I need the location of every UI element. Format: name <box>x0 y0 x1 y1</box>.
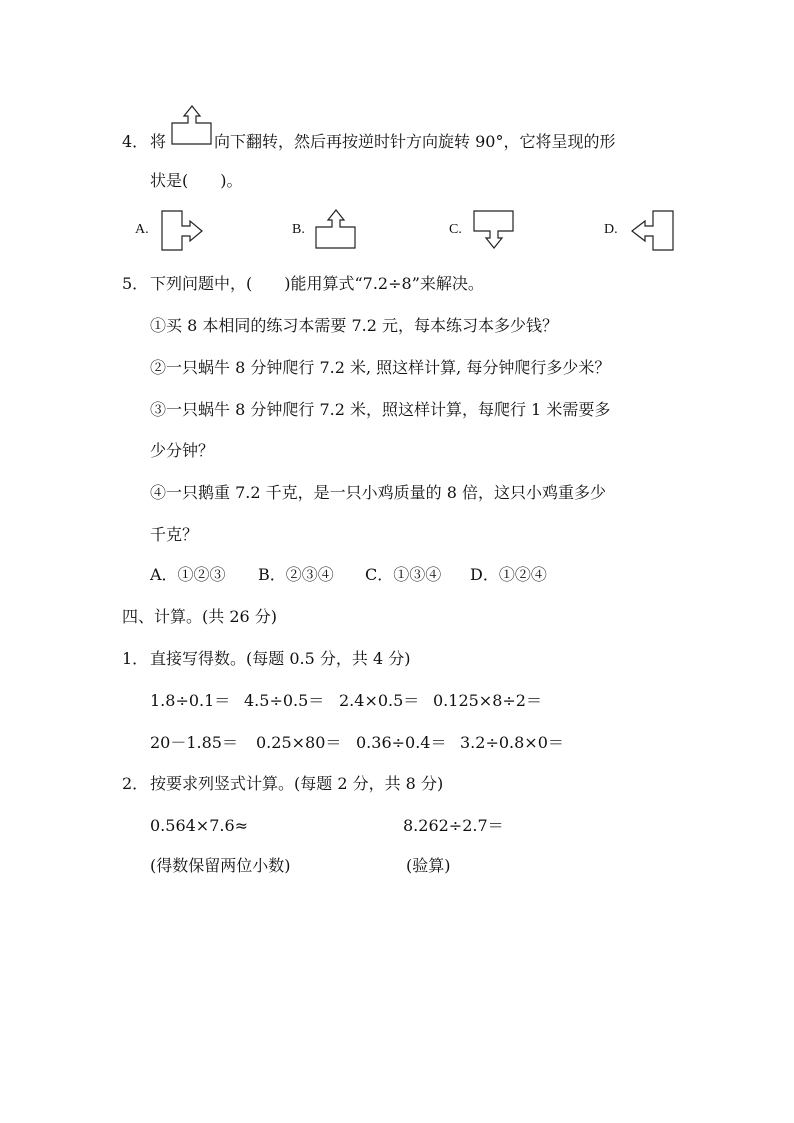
arrow-left-shape-icon[interactable] <box>628 209 678 253</box>
q4-number: 4． <box>122 132 149 151</box>
q5-item-3-cont: 少分钟？ <box>150 441 215 460</box>
calc-3: 2.4×0.5＝ <box>339 691 420 710</box>
q5-item-4-cont: 千克？ <box>150 525 199 544</box>
vertical-calc-right: 8.262÷2.7＝ <box>403 816 504 835</box>
q4-reference-shape <box>170 103 214 147</box>
calc-6: 0.25×80＝ <box>256 733 342 752</box>
calc-8: 3.2÷0.8×0＝ <box>460 733 564 752</box>
arrow-up-shape-icon[interactable] <box>314 207 358 251</box>
q4-text-a: 将 <box>150 132 167 151</box>
arrow-right-shape-icon[interactable] <box>160 209 206 253</box>
q5-number: 5． <box>122 274 149 293</box>
q4-option-b-label: B. <box>292 222 305 237</box>
calc-5: 20－1.85＝ <box>150 733 238 752</box>
q5-choice-c[interactable]: C．①③④ <box>365 565 442 584</box>
q5-choice-a[interactable]: A．①②③ <box>150 565 226 584</box>
q4-text-b: 向下翻转，然后再按逆时针方向旋转 90°，它将呈现的形 <box>214 132 616 151</box>
section-title: 四、计算。(共 26 分) <box>122 607 278 626</box>
q5-item-4: ④一只鹅重 7.2 千克，是一只小鸡质量的 8 倍，这只小鸡重多少 <box>150 483 606 502</box>
calc-4: 0.125×8÷2＝ <box>433 691 542 710</box>
q4-option-a-label: A. <box>135 222 149 237</box>
q4-option-d-label: D. <box>604 222 618 237</box>
s4-q2-text: 按要求列竖式计算。(每题 2 分，共 8 分) <box>150 774 444 793</box>
q4-text-c: 状是( )。 <box>150 171 243 190</box>
s4-q1-number: 1． <box>122 649 149 668</box>
q5-choice-b[interactable]: B．②③④ <box>258 565 334 584</box>
calc-2: 4.5÷0.5＝ <box>244 691 325 710</box>
vertical-calc-left: 0.564×7.6≈ <box>150 816 249 835</box>
q5-item-2: ②一只蜗牛 8 分钟爬行 7.2 米, 照这样计算, 每分钟爬行多少米？ <box>150 358 611 377</box>
s4-q1-text: 直接写得数。(每题 0.5 分，共 4 分) <box>150 649 411 668</box>
s4-q2-number: 2． <box>122 774 149 793</box>
vertical-calc-left-note: (得数保留两位小数) <box>150 856 291 875</box>
q5-item-1: ①买 8 本相同的练习本需要 7.2 元，每本练习本多少钱？ <box>150 316 558 335</box>
vertical-calc-right-note: (验算) <box>406 856 451 875</box>
arrow-down-shape-icon[interactable] <box>472 209 516 253</box>
q5-choice-d[interactable]: D．①②④ <box>470 565 547 584</box>
calc-7: 0.36÷0.4＝ <box>356 733 447 752</box>
calc-1: 1.8÷0.1＝ <box>150 691 231 710</box>
q5-stem: 下列问题中，( )能用算式“7.2÷8”来解决。 <box>150 274 484 293</box>
q5-item-3: ③一只蜗牛 8 分钟爬行 7.2 米，照这样计算，每爬行 1 米需要多 <box>150 400 611 419</box>
q4-option-c-label: C. <box>449 222 462 237</box>
